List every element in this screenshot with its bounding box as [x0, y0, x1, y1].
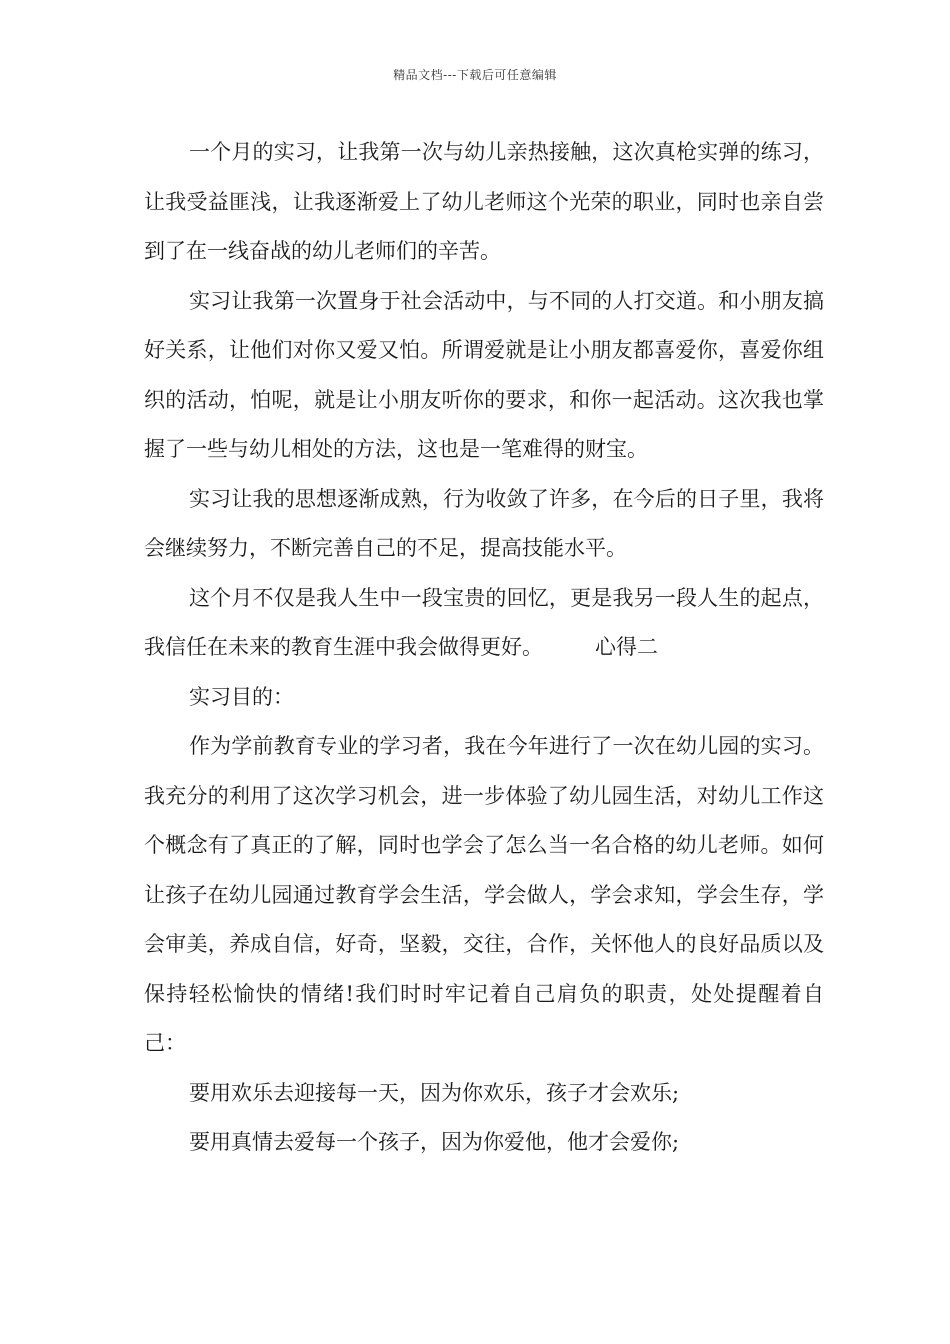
paragraph-8: 要用真情去爱每一个孩子，因为你爱他，他才会爱你; — [189, 1130, 680, 1154]
section-title: 心得二 — [595, 635, 658, 659]
paragraph-6: 作为学前教育专业的学习者，我在今年进行了一次在幼儿园的实习。我充分的利用了这次学习机会，进一步体验了幼儿园生活，对幼儿工作这个概念有了真正的了解，同时也学会了怎么当一名合格的幼儿老师。如何让孩子在幼儿园通过教育学会生活，学会做人，学会求知，学会生存，学会审美，养成自信，好奇，坚毅，交往，合作，关怀他人的良好品质以及保持轻松愉快的情绪!我们时时牢记着自己肩负的职责，处处提醒着自己： — [144, 734, 824, 1055]
paragraph-3: 实习让我的思想逐渐成熟，行为收敛了许多，在今后的日子里，我将会继续努力，不断完善自己的不足，提高技能水平。 — [144, 486, 824, 560]
paragraph-5: 实习目的： — [189, 684, 294, 709]
document-body — [144, 128, 824, 1168]
paragraph-4 — [144, 574, 824, 673]
paragraph-4-text: 这个月不仅是我人生中一段宝贵的回忆，更是我另一段人生的起点，我信任在未来的教育生涯中我会做得更好。 — [144, 585, 824, 659]
page-header: 精品文档---下载后可任意编辑 — [393, 68, 557, 82]
paragraph-2: 实习让我第一次置身于社会活动中，与不同的人打交道。和小朋友搞好关系，让他们对你又爱又怕。所谓爱就是让小朋友都喜爱你，喜爱你组织的活动，怕呢，就是让小朋友听你的要求，和你一起活动。这次我也掌握了一些与幼儿相处的方法，这也是一笔难得的财宝。 — [144, 288, 824, 461]
paragraph-1: 一个月的实习，让我第一次与幼儿亲热接触，这次真枪实弹的练习，让我受益匪浅，让我逐渐爱上了幼儿老师这个光荣的职业，同时也亲自尝到了在一线奋战的幼儿老师们的辛苦。 — [144, 140, 824, 263]
paragraph-7: 要用欢乐去迎接每一天，因为你欢乐，孩子才会欢乐; — [189, 1080, 680, 1105]
